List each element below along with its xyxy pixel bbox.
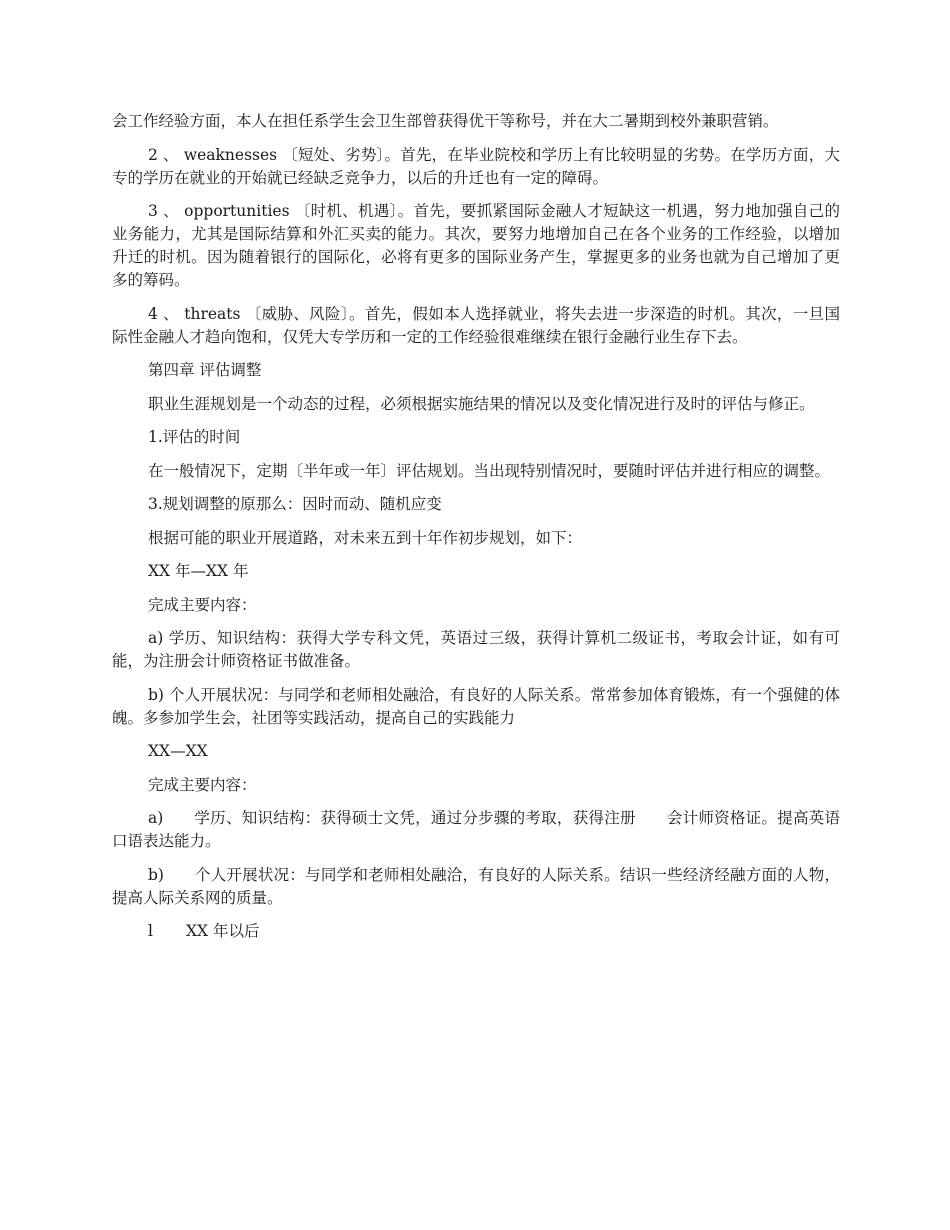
paragraph-education-second: a) 学历、知识结构：获得硕士文凭，通过分步骤的考取，获得注册 会计师资格证。提高英语口语表达能力。 (112, 809, 840, 850)
document-page (112, 110, 840, 943)
bullet-marker: l (148, 922, 153, 940)
paragraph-work-experience: 会工作经验方面，本人在担任系学生会卫生部曾获得优干等称号，并在大二暑期到校外兼职营销。 (112, 112, 779, 130)
period-heading-first: XX 年—XX 年 (148, 562, 249, 580)
paragraph-education-first: a) 学历、知识结构：获得大学专科文凭，英语过三级，获得计算机二级证书，考取会计证，如有可能，为注册会计师资格证书做准备。 (112, 629, 840, 670)
paragraph-threats: 4 、 threats 〔威胁、风险〕。首先，假如本人选择就业，将失去进一步深造的时机。其次，一旦国际性金融人才趋向饱和，仅凭大专学历和一定的工作经验很难继续在银行金融行业生存下去。 (112, 304, 840, 346)
paragraph-personal-second: b) 个人开展状况：与同学和老师相处融洽，有良好的人际关系。结识一些经济经融方面的人物，提高人际关系网的质量。 (112, 865, 840, 907)
paragraph-weaknesses: 2 、 weaknesses 〔短处、劣势〕。首先，在毕业院校和学历上有比较明显的劣势。在学历方面，大专的学历在就业的开始就已经缺乏竞争力，以后的升迁也有一定的障碍。 (112, 145, 840, 187)
paragraph-regular-evaluation: 在一般情况下，定期〔半年或一年〕评估规划。当出现特别情况时，要随时评估并进行相应的调整。 (148, 461, 831, 480)
period-heading-after (112, 920, 840, 943)
period-heading-after-text: XX 年以后 (186, 922, 260, 940)
paragraph-dynamic-process: 职业生涯规划是一个动态的过程，必须根据实施结果的情况以及变化情况进行及时的评估与修正。 (148, 394, 815, 413)
paragraph-main-content-second: 完成主要内容： (148, 775, 257, 794)
section-heading-evaluation-time: 1.评估的时间 (148, 428, 241, 446)
chapter-heading-evaluation: 第四章 评估调整 (148, 361, 262, 379)
paragraph-opportunities: 3 、 opportunities 〔时机、机遇〕。首先，要抓紧国际金融人才短缺这一机遇，努力地加强自己的业务能力，尤其是国际结算和外汇买卖的能力。其次，要努力地增加自己在各个业务的工作经验，以增加升迁的时机。因为随着银行的国际化，必将有更多的国际业务产生，掌握更多的业务也就为自己增加了更多的筹码。 (112, 202, 840, 289)
paragraph-plan-intro: 根据可能的职业开展道路，对未来五到十年作初步规划，如下： (148, 528, 583, 547)
paragraph-main-content-first: 完成主要内容： (148, 595, 257, 614)
period-heading-second: XX—XX (148, 742, 208, 760)
section-heading-adjust-principle: 3.规划调整的原那么：因时而动、随机应变 (148, 495, 442, 513)
paragraph-personal-first: b) 个人开展状况：与同学和老师相处融洽，有良好的人际关系。常常参加体育锻炼，有一个强健的体魄。多参加学生会，社团等实践活动，提高自己的实践能力 (112, 685, 840, 727)
